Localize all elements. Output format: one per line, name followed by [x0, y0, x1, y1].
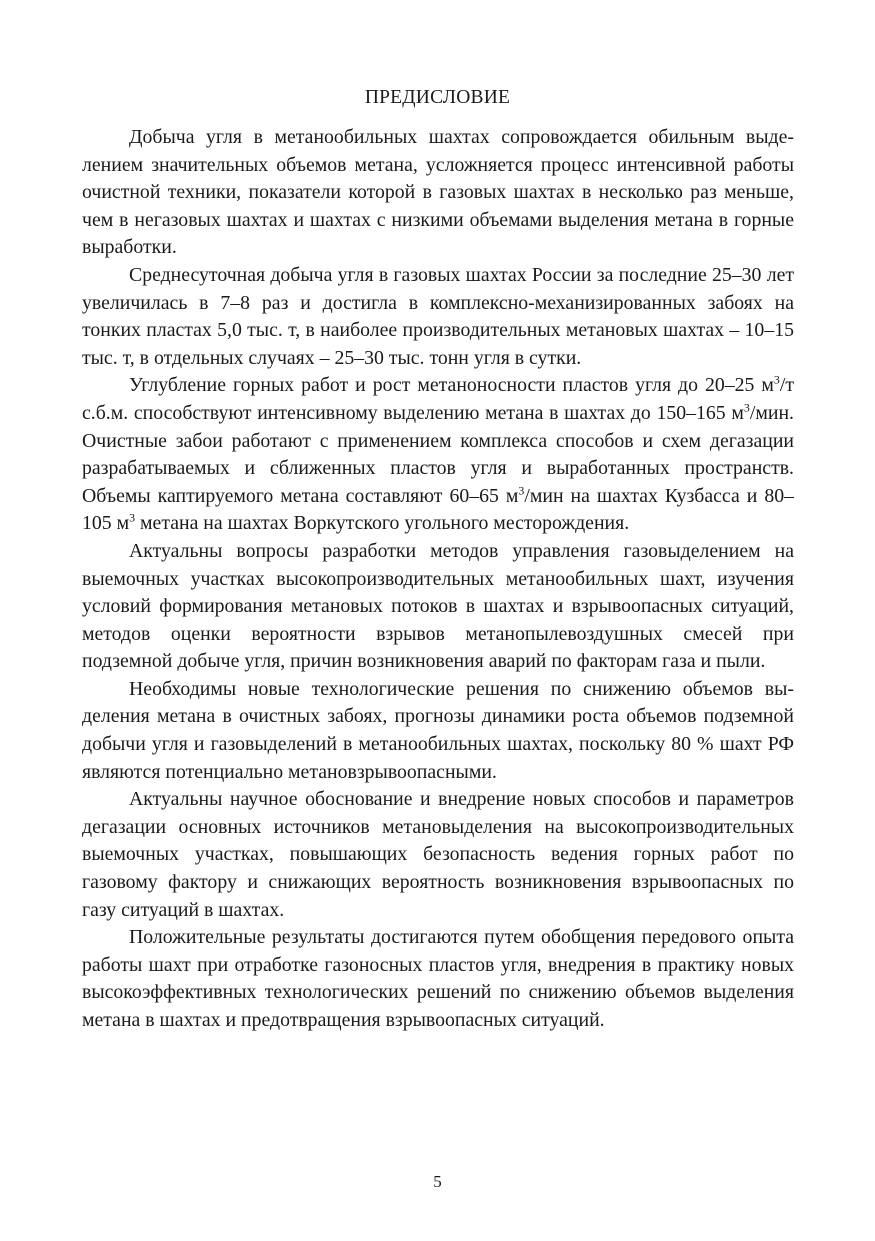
superscript-3: 3: [129, 510, 136, 525]
paragraph-4: Актуальны вопросы разработки методов управления газовыделением на выемочных участках высокопроизводительных метанообильных шахт, изучения условий формирования метановых потоков в шахтах и взрывоопасных ситуаций, методов оценки вероятности взрывов метанопылевоздушных смесей при подземной добыче угля, причин возникновения аварий по факторам газа и пыли.: [82, 539, 794, 673]
body-text: [82, 124, 794, 1035]
paragraph-7: Положительные результаты достигаются путем обобщения передового опыта работы шахт при отработке газоносных пластов угля, внедрения в практику новых высокоэффективных технологических решений по снижению объемов выделения метана в шахтах и предотвращения взрывоопасных ситуаций.: [82, 926, 794, 1031]
superscript-3: 3: [743, 400, 750, 415]
paragraph-1: Добыча угля в метанообильных шахтах сопровождается обильным выделением значительных объемов метана, усложняется процесс интенсивной работы очистной техники, показатели которой в газовых шахтах в несколько раз меньше, чем в негазовых шахтах и шахтах с низкими объемами выделения метана в горные выработки.: [82, 126, 794, 259]
page-title: ПРЕДИСЛОВИЕ: [364, 87, 511, 108]
paragraph-3-text: метана на шахтах Воркутского угольного месторождения.: [135, 512, 630, 535]
paragraph-3-text: /мин. Очистные забои работают с применением комплекса способов и схем дегазации разрабатываемых и сближенных пластов угля и выработанных пространств. Объемы каптируемого метана составляют 60–65 м: [82, 401, 794, 507]
paragraph-3: [82, 372, 794, 538]
paragraph-3-text: Углубление горных работ и рост метаноносности пластов угля до 20–25 м: [129, 374, 774, 397]
superscript-3: 3: [518, 483, 525, 497]
superscript-3: 3: [773, 372, 780, 387]
page-number: 5: [433, 1172, 442, 1191]
paragraph-3-text: /т с.б.м. способствуют интенсивному выделению метана в шахтах до 150–165 м: [82, 374, 794, 424]
paragraph-3-text: /мин на шахтах Кузбасса и 80–105 м: [82, 484, 794, 535]
paragraph-2: Среднесуточная добыча угля в газовых шахтах России за последние 25–30 лет увеличилась в 7–8 раз и достигла в комплексно-механизированных забоях на тонких пластах 5,0 тыс. т, в наиболее производительных метановых шахтах – 10–15 тыс. т, в отдельных случаях – 25–30 тыс. тонн угля в сутки.: [82, 263, 794, 369]
paragraph-5: Необходимы новые технологические решения по снижению объемов выделения метана в очистных забоях, прогнозы динамики роста объемов подземной добычи угля и газовыделений в метанообильных шахтах, поскольку 80 % шахт РФ являются потенциально метановзрывоопасными.: [82, 677, 794, 783]
paragraph-6: Актуальны научное обоснование и внедрение новых способов и параметров дегазации основных источников метановыделения на высокопроизводительных выемочных участках, повышающих безопасность ведения горных работ по газовому фактору и снижающих вероятность возникновения взрывоопасных по газу ситуаций в шахтах.: [82, 788, 794, 921]
